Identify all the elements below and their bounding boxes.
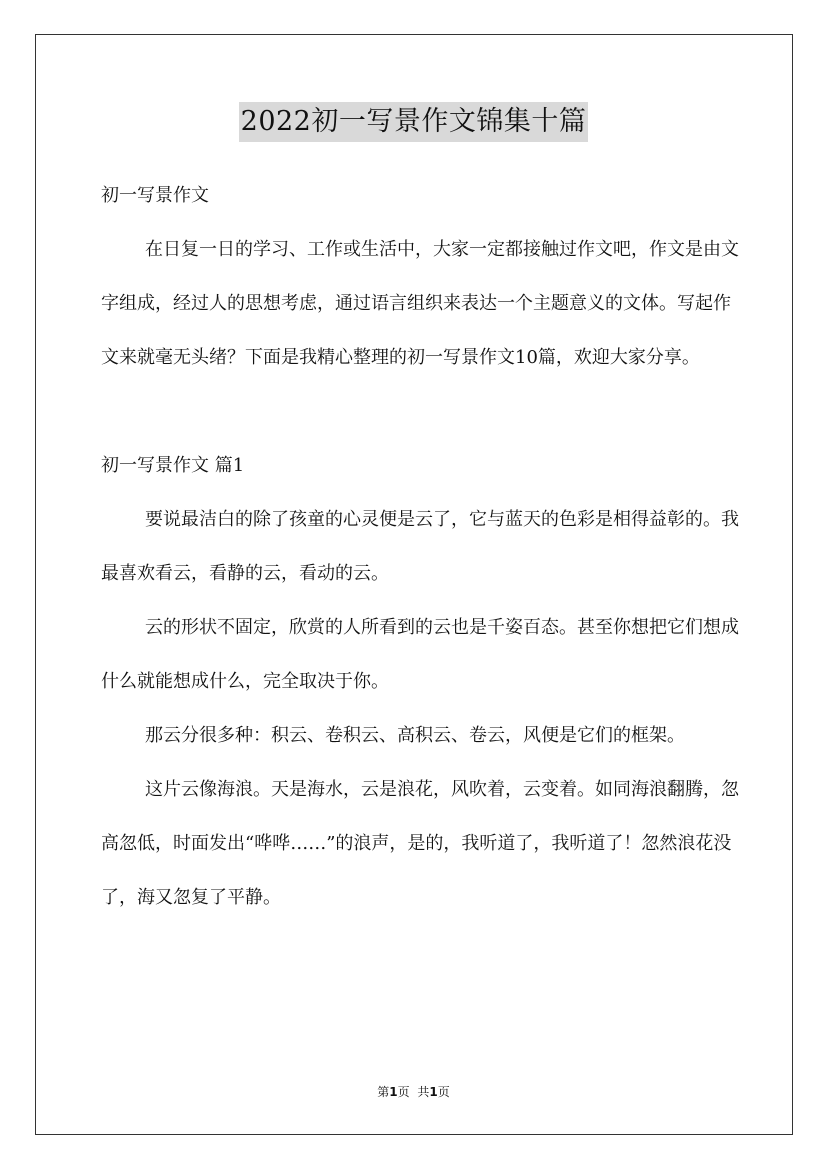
title-container (0, 102, 827, 142)
intro-paragraph: 在日复一日的学习、工作或生活中，大家一定都接触过作文吧，作文是由文字组成，经过人的思想考虑，通过语言组织来表达一个主题意义的文体。写起作文来就毫无头绪？下面是我精心整理的初一写景作文10篇，欢迎大家分享。 (101, 239, 739, 368)
body-paragraph: 这片云像海浪。天是海水，云是浪花，风吹着，云变着。如同海浪翻腾，忽高忽低，时面发出“哗哗……”的浪声，是的，我听道了，我听道了！忽然浪花没了，海又忽复了平静。 (101, 779, 739, 908)
footer-total-prefix: 共 (417, 1085, 430, 1099)
body-paragraph: 云的形状不固定，欣赏的人所看到的云也是千姿百态。甚至你想把它们想成什么就能想成什么，完全取决于你。 (101, 617, 739, 692)
footer-total-suffix: 页 (437, 1085, 450, 1099)
document-body (101, 169, 741, 925)
body-paragraph: 要说最洁白的除了孩童的心灵便是云了，它与蓝天的色彩是相得益彰的。我最喜欢看云，看静的云，看动的云。 (101, 509, 739, 584)
paragraph-gap (101, 385, 741, 439)
footer-page-prefix: 第 (377, 1085, 390, 1099)
body-paragraph: 那云分很多种：积云、卷积云、高积云、卷云，风便是它们的框架。 (145, 725, 685, 746)
section-heading: 初一写景作文 篇1 (101, 455, 245, 476)
footer-total-pages: 1 (429, 1085, 438, 1099)
intro-heading: 初一写景作文 (101, 185, 209, 206)
page-footer (0, 1083, 827, 1101)
footer-page-number: 1 (389, 1085, 398, 1099)
document-title: 2022初一写景作文锦集十篇 (239, 102, 589, 142)
footer-page-suffix: 页 (397, 1085, 410, 1099)
